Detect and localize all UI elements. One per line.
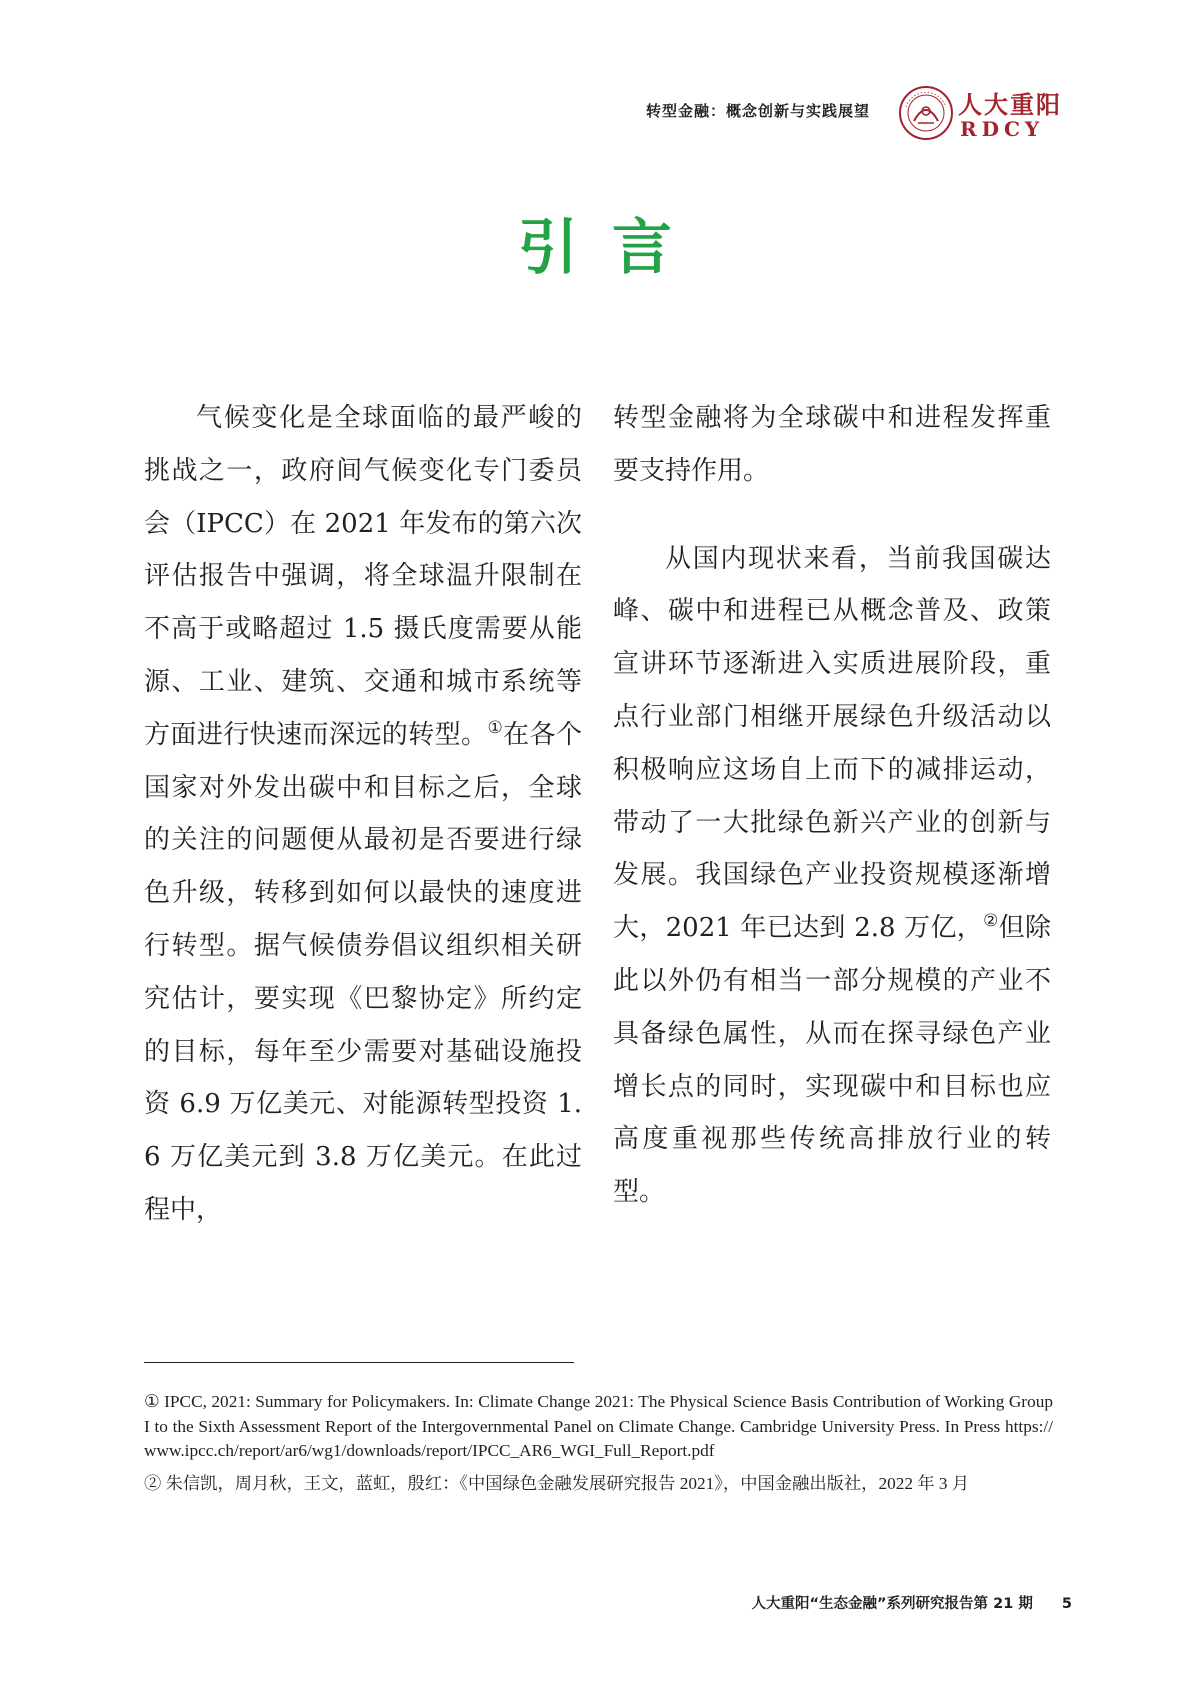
intro-paragraph-2 <box>613 533 1051 1219</box>
seal-icon <box>898 85 954 141</box>
footnote-divider <box>144 1362 574 1363</box>
footnotes <box>144 1390 1053 1504</box>
rdcy-logo <box>898 85 1062 143</box>
page-number: 5 <box>1061 1596 1072 1612</box>
footnote-marker-1[interactable]: ① <box>487 717 504 738</box>
left-column <box>144 392 582 1237</box>
paragraph-text: 气候变化是全球面临的最严峻的挑战之一，政府间气候变化专门委员会（IPCC）在 2021 年发布的第六次评估报告中强调，将全球温升限制在不高于或略超过 1.5 摄氏度需要从能源、工业、建筑、交通和城市系统等方面进行快速而深远的转型。 <box>144 403 582 750</box>
logo-english-text: RDCY <box>960 117 1045 141</box>
footnote-marker-2[interactable]: ② <box>983 911 999 932</box>
intro-paragraph-1 <box>144 392 582 1237</box>
page-title: 引言 <box>518 213 706 283</box>
footer-series-title: 人大重阳“生态金融”系列研究报告第 21 期 <box>751 1596 1033 1612</box>
footnote-1: ① IPCC, 2021: Summary for Policymakers. In: Climate Change 2021: The Physical Science Basis Contribution of Working Group I to the Sixth Assessment Report of the Intergovernmental Panel on Climate Change. Cambridge University Press. In Press https://www.ipcc.ch/report/ar6/wg1/downloads/report/IPCC_AR6_WGI_Full_Report.pdf <box>144 1392 1053 1460</box>
right-column <box>613 392 1051 1219</box>
logo-chinese-text: 人大重阳 <box>958 90 1062 119</box>
paragraph-text: 从国内现状来看，当前我国碳达峰、碳中和进程已从概念普及、政策宣讲环节逐渐进入实质进展阶段，重点行业部门相继开展绿色升级活动以积极响应这场自上而下的减排运动，带动了一大批绿色新兴产业的创新与发展。我国绿色产业投资规模逐渐增大，2021 年已达到 2.8 万亿， <box>613 543 1051 944</box>
running-footer <box>472 1592 1072 1613</box>
footnote-2: ② 朱信凯，周月秋，王文，蓝虹，殷红：《中国绿色金融发展研究报告 2021》，中国金融出版社，2022 年 3 月 <box>144 1473 970 1493</box>
paragraph-text: 在各个国家对外发出碳中和目标之后，全球的关注的问题便从最初是否要进行绿色升级，转移到如何以最快的速度进行转型。据气候债券倡议组织相关研究估计，要实现《巴黎协定》所约定的目标，每年至少需要对基础设施投资 6.9 万亿美元、对能源转型投资 1.6 万亿美元到 3.8 万亿美元。在此过程中， <box>144 719 582 1225</box>
running-header-title: 转型金融：概念创新与实践展望 <box>645 102 870 120</box>
intro-paragraph-1-continued: 转型金融将为全球碳中和进程发挥重要支持作用。 <box>613 403 1051 486</box>
paragraph-text: 但除此以外仍有相当一部分规模的产业不具备绿色属性，从而在探寻绿色产业增长点的同时，实现碳中和目标也应高度重视那些传统高排放行业的转型。 <box>613 913 1051 1208</box>
